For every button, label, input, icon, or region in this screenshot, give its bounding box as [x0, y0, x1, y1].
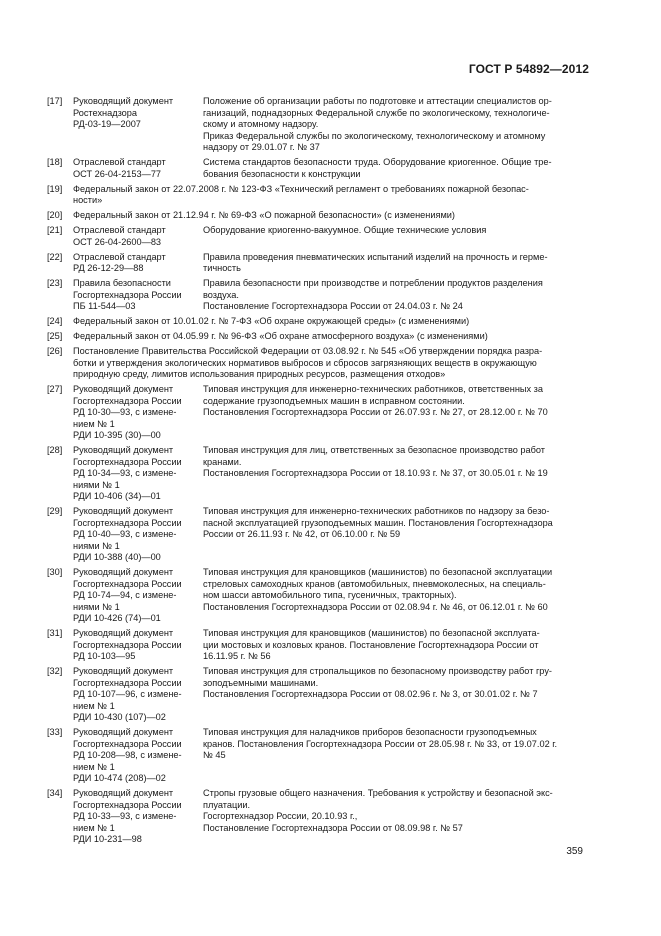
reference-item: [47, 788, 583, 846]
reference-item: [47, 666, 583, 724]
reference-item: [47, 727, 583, 785]
reference-number: [24]: [47, 316, 63, 326]
reference-description: Типовая инструкция для инженерно-технических работников, ответственных за содержание грузоподъемных машин в исправном состоянии. Постановления Госгортехнадзора России от 26.07.93 г. № 27, от 28.12.00 г. № 70: [203, 384, 548, 417]
page-number: 359: [566, 846, 583, 857]
reference-item: [47, 278, 583, 313]
reference-text: Федеральный закон от 04.05.99 г. № 96-ФЗ «Об охране атмосферного воздуха» (с изменениями): [73, 331, 488, 341]
reference-description: Типовая инструкция для наладчиков приборов безопасности грузоподъемных кранов. Постановления Госгортехнадзора России от 28.05.98 г. № 33, от 19.07.02 г. № 45: [203, 727, 558, 760]
reference-description: Типовая инструкция для лиц, ответственных за безопасное производство работ кранами. Постановления Госгортехнадзора России от 18.10.93 г. № 37, от 30.05.01 г. № 19: [203, 445, 548, 478]
reference-number: [17]: [47, 96, 63, 106]
reference-item: [47, 628, 583, 663]
reference-number: [31]: [47, 628, 63, 638]
reference-document-type: Отраслевой стандарт ОСТ 26-04-2153—77: [73, 157, 166, 179]
reference-number: [28]: [47, 445, 63, 455]
reference-description: Оборудование криогенно-вакуумное. Общие технические условия: [203, 225, 487, 235]
reference-number: [23]: [47, 278, 63, 288]
reference-number: [29]: [47, 506, 63, 516]
reference-number: [30]: [47, 567, 63, 577]
reference-number: [21]: [47, 225, 63, 235]
reference-item: [47, 567, 583, 625]
reference-document-type: Правила безопасности Госгортехнадзора России ПБ 11-544—03: [73, 278, 182, 311]
reference-document-type: Руководящий документ Госгортехнадзора России РД 10-107—96, с измене- нием № 1 РДИ 10-430 (107)—02: [73, 666, 182, 722]
reference-number: [18]: [47, 157, 63, 167]
reference-description: Правила проведения пневматических испытаний изделий на прочность и герме- тичность: [203, 251, 548, 273]
reference-number: [33]: [47, 727, 63, 737]
reference-item: [47, 157, 583, 180]
reference-number: [22]: [47, 251, 63, 262]
reference-item: [47, 331, 583, 343]
reference-number: [32]: [47, 666, 63, 676]
reference-description: Типовая инструкция для крановщиков (машинистов) по безопасной эксплуата- ции мостовых и козловых кранов. Постановление Госгортехнадзора России от 16.11.95 г. № 56: [203, 628, 540, 661]
reference-document-type: Отраслевой стандарт РД 26-12-29—88: [73, 251, 166, 273]
reference-document-type: Руководящий документ Госгортехнадзора России РД 10-103—95: [73, 628, 182, 661]
reference-item: [47, 252, 583, 275]
reference-number: [27]: [47, 384, 63, 394]
reference-document-type: Руководящий документ Ростехнадзора РД-03-19—2007: [73, 96, 174, 129]
reference-item: [47, 506, 583, 564]
reference-document-type: Руководящий документ Госгортехнадзора России РД 10-74—94, с измене- ниями № 1 РДИ 10-426 (74)—01: [73, 567, 182, 623]
reference-description: Положение об организации работы по подготовке и аттестации специалистов ор- ганизаций, поднадзорных Федеральной службе по экологическому, технологиче- скому и атомному надзору. Приказ Федеральной службы по экологическому, технологическому и атомному надзору от 29.01.07 г. № 37: [203, 96, 552, 152]
reference-text: Федеральный закон от 22.07.2008 г. № 123-ФЗ «Технический регламент о требованиях пожарной безопас- ности»: [73, 183, 529, 205]
reference-item: [47, 184, 583, 207]
reference-description: Типовая инструкция для стропальщиков по безопасному производству работ гру- зоподъемными машинами. Постановления Госгортехнадзора России от 08.02.96 г. № 3, от 30.01.02 г. № 7: [203, 666, 552, 699]
reference-item: [47, 96, 583, 154]
reference-number: [26]: [47, 346, 63, 356]
reference-document-type: Руководящий документ Госгортехнадзора России РД 10-40—93, с измене- ниями № 1 РДИ 10-388 (40)—00: [73, 506, 182, 562]
reference-description: Типовая инструкция для инженерно-технических работников по надзору за безо- пасной эксплуатацией грузоподъемных машин. Постановления Госгортехнадзора России от 26.11.93 г. № 42, от 06.10.00 г. № 59: [203, 506, 553, 539]
reference-description: Система стандартов безопасности труда. Оборудование криогенное. Общие тре- бования безопасности к конструкции: [203, 157, 552, 179]
reference-item: [47, 346, 583, 381]
reference-item: [47, 210, 583, 222]
reference-document-type: Руководящий документ Госгортехнадзора России РД 10-30—93, с измене- нием № 1 РДИ 10-395 (30)—00: [73, 384, 182, 440]
reference-text: Постановление Правительства Российской Федерации от 03.08.92 г. № 545 «Об утверждении порядка разра- ботки и утверждения экологических нормативов выбросов и сбросов загрязняющих веществ в окружающую природную среду, лимитов использования природных ресурсов, размещения отходов»: [73, 346, 543, 379]
reference-item: [47, 316, 583, 328]
reference-description: Стропы грузовые общего назначения. Требования к устройству и безопасной экс- плуатации. Госгортехнадзор России, 20.10.93 г., Постановление Госгортехнадзора России от 08.09.98 г. № 57: [203, 788, 553, 833]
reference-item: [47, 445, 583, 503]
reference-item: [47, 225, 583, 248]
reference-text: Федеральный закон от 21.12.94 г. № 69-ФЗ «О пожарной безопасности» (с изменениями): [73, 210, 455, 220]
references-list: [47, 96, 583, 849]
reference-description: Типовая инструкция для крановщиков (машинистов) по безопасной эксплуатации стреловых самоходных кранов (автомобильных, пневмоколесных, на специаль- ном шасси автомобильного типа, гусеничных, тракторных). Постановления Госгортехнадзора России от 02.08.94 г. № 46, от 06.12.01 г. № 60: [203, 567, 553, 612]
reference-number: [34]: [47, 788, 63, 798]
reference-document-type: Руководящий документ Госгортехнадзора России РД 10-208—98, с измене- нием № 1 РДИ 10-474 (208)—02: [73, 727, 182, 783]
reference-number: [20]: [47, 210, 63, 220]
reference-document-type: Отраслевой стандарт ОСТ 26-04-2600—83: [73, 225, 166, 247]
reference-number: [19]: [47, 183, 63, 194]
reference-item: [47, 384, 583, 442]
document-header: ГОСТ Р 54892—2012: [468, 62, 589, 76]
reference-number: [25]: [47, 331, 63, 341]
reference-document-type: Руководящий документ Госгортехнадзора России РД 10-34—93, с измене- ниями № 1 РДИ 10-406 (34)—01: [73, 445, 182, 501]
reference-text: Федеральный закон от 10.01.02 г. № 7-ФЗ «Об охране окружающей среды» (с изменениями): [73, 316, 470, 326]
reference-description: Правила безопасности при производстве и потреблении продуктов разделения воздуха. Постановление Госгортехнадзора России от 24.04.03 г. № 24: [203, 278, 543, 311]
reference-document-type: Руководящий документ Госгортехнадзора России РД 10-33—93, с измене- нием № 1 РДИ 10-231—98: [73, 788, 182, 844]
